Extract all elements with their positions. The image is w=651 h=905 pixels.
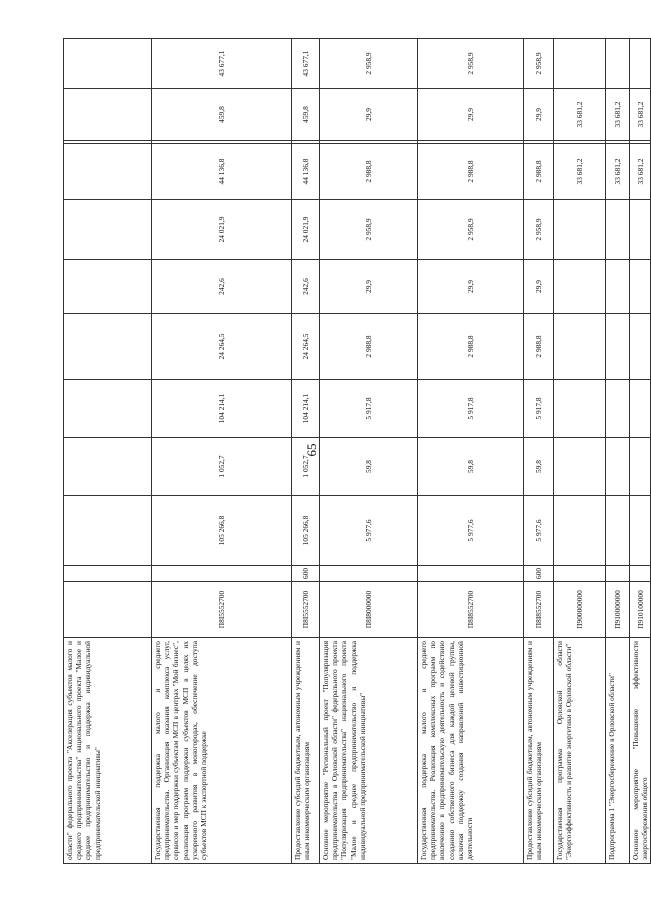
- value-fed-share-2022: 59,8: [320, 438, 418, 496]
- row-code: П910100000: [630, 582, 651, 638]
- value-fed-share-2023: 29,9: [524, 260, 554, 314]
- row-expense-type: [64, 566, 152, 582]
- value-fed-share-2022: [64, 438, 152, 496]
- value-col-gap: [606, 141, 630, 144]
- value-total-2024: [64, 144, 152, 200]
- page-number: 65: [304, 443, 319, 457]
- value-total-2022: 105 266,8: [292, 496, 320, 566]
- value-fed-share-2022: 1 052,7: [292, 438, 320, 496]
- value-col-gap: [64, 141, 152, 144]
- row-description: Предоставление субсидий бюджетным, автономным учреждениям и иным некоммерческим организациям: [292, 638, 320, 864]
- table-row: [630, 39, 651, 864]
- table-row: [606, 39, 630, 864]
- value-reg-share-2023: [554, 200, 606, 260]
- value-fed-share-2023: [606, 260, 630, 314]
- value-fed-share-2022: 1 052,7: [152, 438, 292, 496]
- value-fed-share-2024: 29,9: [524, 89, 554, 141]
- value-fed-share-2023: [554, 260, 606, 314]
- row-description: Основное мероприятие "Региональный проект "Популяризация предпринимательства в Орловской области" федерального проекта "Популяризация предпринимательства" национального проекта "Малое и среднее предпринимательство и поддержка индивидуальной предпринимательской инициативы": [320, 638, 418, 864]
- value-fed-share-2022: [554, 438, 606, 496]
- table-row: [554, 39, 606, 864]
- row-code: П8I8000000: [320, 582, 418, 638]
- value-reg-share-2022: [630, 380, 651, 438]
- row-expense-type: 600: [292, 566, 320, 582]
- value-reg-share-2024: [606, 39, 630, 89]
- value-reg-share-2023: [606, 200, 630, 260]
- value-fed-share-2022: 59,8: [524, 438, 554, 496]
- value-total-2024: 2 988,8: [524, 144, 554, 200]
- row-description: области" федерального проекта "Акселерация субъектов малого и среднего предпринимательства" национального проекта "Малое и среднее предпринимательство и поддержка индивидуальной предпринимательской инициативы": [64, 638, 152, 864]
- value-reg-share-2023: 2 958,9: [418, 200, 524, 260]
- value-total-2022: [606, 496, 630, 566]
- value-fed-share-2024: [64, 89, 152, 141]
- table-row: [320, 39, 418, 864]
- value-fed-share-2024: 459,8: [152, 89, 292, 141]
- value-fed-share-2024: 459,8: [292, 89, 320, 141]
- row-expense-type: 600: [524, 566, 554, 582]
- value-total-2024: 2 988,8: [320, 144, 418, 200]
- value-total-2023: [554, 314, 606, 380]
- value-total-2022: 5 977,6: [418, 496, 524, 566]
- value-reg-share-2023: 2 958,9: [524, 200, 554, 260]
- value-reg-share-2023: [64, 200, 152, 260]
- value-col-gap: [320, 141, 418, 144]
- table-row: [524, 39, 554, 864]
- value-reg-share-2022: 5 917,8: [524, 380, 554, 438]
- value-total-2022: 5 977,6: [320, 496, 418, 566]
- value-reg-share-2022: 5 917,8: [320, 380, 418, 438]
- value-reg-share-2023: 24 021,9: [152, 200, 292, 260]
- value-reg-share-2024: [630, 39, 651, 89]
- value-total-2022: 105 266,8: [152, 496, 292, 566]
- value-reg-share-2022: 5 917,8: [418, 380, 524, 438]
- table-row: [418, 39, 524, 864]
- row-description: Государственная поддержка малого и среднего предпринимательства. Реализация комплексных программ по вовлечению в предпринимательскую деятельность и содействию созданию собственного бизнеса для каждой целевой группы, включая поддержку создания направлений инвестиционной деятельности: [418, 638, 524, 864]
- value-total-2023: 2 988,8: [524, 314, 554, 380]
- value-fed-share-2024: 29,9: [320, 89, 418, 141]
- value-reg-share-2024: 43 677,1: [152, 39, 292, 89]
- value-reg-share-2022: 104 214,1: [292, 380, 320, 438]
- value-reg-share-2022: [606, 380, 630, 438]
- value-fed-share-2023: [64, 260, 152, 314]
- row-code: П8I8552700: [418, 582, 524, 638]
- value-col-gap: [418, 141, 524, 144]
- value-total-2022: [554, 496, 606, 566]
- value-fed-share-2023: [630, 260, 651, 314]
- row-expense-type: [152, 566, 292, 582]
- row-description: Основное мероприятие "Повышение эффективности энергосбережения общего: [630, 638, 651, 864]
- row-expense-type: [320, 566, 418, 582]
- value-reg-share-2024: [64, 39, 152, 89]
- value-reg-share-2023: 2 958,9: [320, 200, 418, 260]
- value-total-2022: [630, 496, 651, 566]
- value-fed-share-2024: 29,9: [418, 89, 524, 141]
- value-fed-share-2023: 29,9: [320, 260, 418, 314]
- table-row: [64, 39, 152, 864]
- value-reg-share-2023: 24 021,9: [292, 200, 320, 260]
- value-reg-share-2024: 2 958,9: [418, 39, 524, 89]
- value-total-2023: 24 264,5: [292, 314, 320, 380]
- row-code: П8I8552700: [524, 582, 554, 638]
- value-total-2023: 2 988,8: [418, 314, 524, 380]
- row-description: Государственная программа Орловской области "Энергоэффективность и развитие энергетики в Орловской области": [554, 638, 606, 864]
- value-total-2024: 44 136,8: [152, 144, 292, 200]
- value-total-2023: 2 988,8: [320, 314, 418, 380]
- value-col-gap: [630, 141, 651, 144]
- value-reg-share-2024: [554, 39, 606, 89]
- value-total-2024: 33 681,2: [554, 144, 606, 200]
- table-row: [152, 39, 292, 864]
- value-fed-share-2022: [606, 438, 630, 496]
- value-total-2022: [64, 496, 152, 566]
- row-code: П910000000: [606, 582, 630, 638]
- value-col-gap: [292, 141, 320, 144]
- value-total-2023: [630, 314, 651, 380]
- row-expense-type: [630, 566, 651, 582]
- value-col-gap: [554, 141, 606, 144]
- value-total-2022: 5 977,6: [524, 496, 554, 566]
- value-fed-share-2022: 59,8: [418, 438, 524, 496]
- value-fed-share-2022: [630, 438, 651, 496]
- row-description: Предоставление субсидий бюджетным, автономным учреждениям и иным некоммерческим организациям: [524, 638, 554, 864]
- value-fed-share-2023: 242,6: [152, 260, 292, 314]
- row-description: Подпрограмма 1 "Энергосбережение в Орловской области": [606, 638, 630, 864]
- value-fed-share-2024: 33 681,2: [630, 89, 651, 141]
- budget-table: [63, 38, 651, 864]
- row-expense-type: [606, 566, 630, 582]
- value-reg-share-2024: 2 958,9: [524, 39, 554, 89]
- value-total-2024: 33 681,2: [606, 144, 630, 200]
- value-total-2023: [64, 314, 152, 380]
- value-fed-share-2024: 33 681,2: [606, 89, 630, 141]
- value-reg-share-2022: [64, 380, 152, 438]
- value-fed-share-2023: 242,6: [292, 260, 320, 314]
- value-total-2024: 2 988,8: [418, 144, 524, 200]
- row-expense-type: [554, 566, 606, 582]
- value-fed-share-2023: 29,9: [418, 260, 524, 314]
- row-code: П8I5552700: [152, 582, 292, 638]
- value-fed-share-2024: 33 681,2: [554, 89, 606, 141]
- value-col-gap: [152, 141, 292, 144]
- value-reg-share-2022: [554, 380, 606, 438]
- row-code: П900000000: [554, 582, 606, 638]
- value-total-2023: 24 264,5: [152, 314, 292, 380]
- row-expense-type: [418, 566, 524, 582]
- value-reg-share-2024: 2 958,9: [320, 39, 418, 89]
- value-reg-share-2022: 104 214,1: [152, 380, 292, 438]
- row-description: Государственная поддержка малого и среднего предпринимательства. Организация оказания комплекса услуг, сервисов и мер поддержки субъектам МСП в центрах "Мой бизнес", реализация программ поддержки субъектов МСП в целях их ускоренного развития в моногородах, обеспечение доступа субъектов МСП к экспортной поддержке: [152, 638, 292, 864]
- value-total-2024: 44 136,8: [292, 144, 320, 200]
- table-row: [292, 39, 320, 864]
- row-code: П8I5552700: [292, 582, 320, 638]
- value-total-2023: [606, 314, 630, 380]
- row-code: [64, 582, 152, 638]
- value-reg-share-2024: 43 677,1: [292, 39, 320, 89]
- value-reg-share-2023: [630, 200, 651, 260]
- value-total-2024: 33 681,2: [630, 144, 651, 200]
- value-col-gap: [524, 141, 554, 144]
